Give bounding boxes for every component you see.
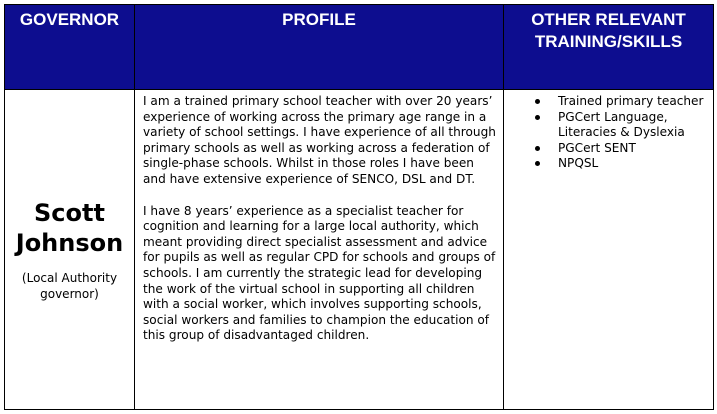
header-other-training-text: OTHER RELEVANT TRAINING/SKILLS	[531, 10, 686, 51]
profile-paragraph: I am a trained primary school teacher with over 20 years’ experience of working across the primary age range in a variety of school settings. I have experience of all through primary schools as well as working across a federation of single-phase schools. Whilst in those roles I have been and have extensive experience of SENCO, DSL and DT.	[143, 94, 496, 186]
profile-paragraph: I have 8 years’ experience as a specialist teacher for cognition and learning for a large local authority, which meant providing direct specialist assessment and advice for pupils as well as regular CPD for schools and groups of schools. I am currently the strategic lead for developing the work of the virtual school in supporting all children with a social worker, which involves supporting schools, social workers and families to champion the education of this group of disadvantaged children.	[143, 203, 496, 343]
governor-first-name: Scott	[34, 198, 105, 227]
skill-item	[558, 94, 707, 110]
header-row	[5, 5, 714, 90]
skill-text: PGCert SENT	[558, 140, 636, 155]
governor-row	[5, 90, 714, 410]
profile-cell	[135, 90, 504, 410]
bullet-icon	[535, 115, 540, 120]
skills-list	[510, 94, 707, 172]
governor-cell	[5, 90, 135, 410]
header-profile: PROFILE	[135, 5, 504, 90]
skill-text: NPQSL	[558, 156, 599, 171]
governor-last-name: Johnson	[15, 228, 124, 257]
bullet-icon	[535, 99, 540, 104]
governor-profile-table	[4, 4, 714, 410]
skill-text: PGCert Language, Literacies & Dyslexia	[558, 109, 685, 140]
governor-role: (Local Authority governor)	[21, 270, 118, 301]
skills-cell	[504, 90, 714, 410]
skill-text: Trained primary teacher	[558, 94, 704, 108]
skill-item	[558, 141, 707, 157]
skill-item	[558, 110, 707, 141]
header-other-training	[504, 5, 714, 90]
bullet-icon	[535, 146, 540, 151]
skill-item	[558, 156, 707, 172]
header-governor: GOVERNOR	[5, 5, 135, 90]
bullet-icon	[535, 161, 540, 166]
